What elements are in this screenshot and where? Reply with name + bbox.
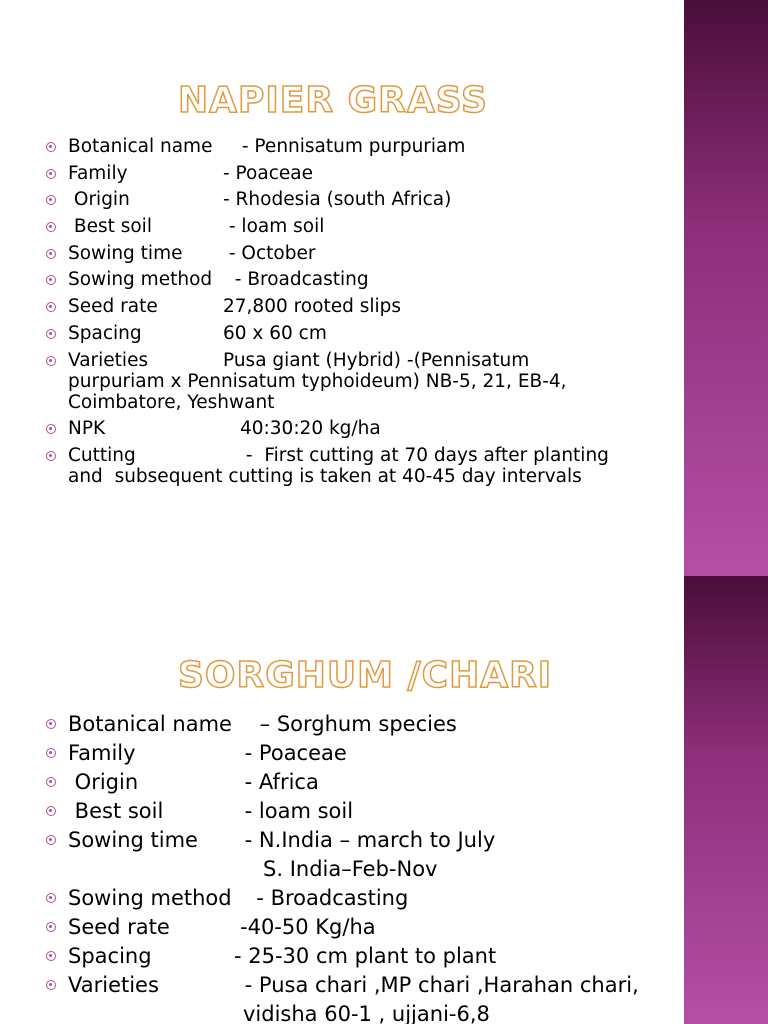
bullet-icon	[46, 980, 56, 990]
bullet-icon	[46, 424, 56, 434]
list-item	[46, 296, 646, 317]
list-item	[46, 942, 666, 971]
item-value: - Pusa chari ,MP chari ,Harahan chari,	[238, 973, 639, 997]
item-label: Family	[68, 162, 128, 184]
item-value: - Rhodesia (south Africa)	[223, 189, 452, 211]
bullet-icon	[46, 195, 56, 205]
item-label: Family	[68, 741, 136, 765]
item-value: - Poaceae	[238, 741, 347, 765]
list-item	[46, 710, 666, 739]
item-value: - Broadcasting	[243, 886, 409, 910]
item-label: Origin	[68, 189, 130, 211]
bullet-icon	[46, 249, 56, 259]
list-item	[46, 216, 646, 237]
item-label: Sowing method	[68, 886, 232, 910]
item-value-continued: S. India–Feb-Nov	[243, 857, 438, 881]
item-value: - N.India – march to July	[238, 828, 496, 852]
list-item	[46, 913, 666, 942]
bullet-icon	[46, 719, 56, 729]
item-label: Origin	[68, 770, 139, 794]
item-label: Varieties	[68, 349, 149, 371]
item-label: Sowing method	[68, 269, 213, 291]
list-item	[46, 797, 666, 826]
slide-sidebar-decoration	[684, 576, 768, 1024]
item-label: Botanical name	[68, 136, 213, 157]
item-value: -40-50 Kg/ha	[240, 915, 376, 939]
item-value: - Poaceae	[223, 162, 313, 184]
bullet-icon	[46, 275, 56, 285]
item-value: - loam soil	[238, 799, 354, 823]
list-item	[46, 323, 646, 344]
item-value: Pusa giant (Hybrid) -(Pennisatum	[223, 349, 530, 371]
item-label: Seed rate	[68, 296, 158, 318]
list-item	[46, 445, 646, 487]
list-item	[46, 163, 646, 184]
item-label: Sowing time	[68, 828, 198, 852]
bullet-icon	[46, 222, 56, 232]
list-item	[46, 971, 666, 1024]
list-item	[46, 350, 646, 413]
bullet-icon	[46, 142, 56, 152]
item-label: Cutting	[68, 444, 136, 466]
bullet-icon	[46, 951, 56, 961]
bullet-icon	[46, 893, 56, 903]
item-label: NPK	[68, 418, 106, 440]
item-value: 40:30:20 kg/ha	[240, 418, 381, 440]
list-item	[46, 189, 646, 210]
list-item	[46, 884, 666, 913]
bullet-icon	[46, 748, 56, 758]
list-item	[46, 739, 666, 768]
item-value-continued: purpuriam x Pennisatum typhoideum) NB-5, 21, EB-4, Coimbatore, Yeshwant	[68, 370, 567, 413]
list-item	[46, 826, 666, 884]
item-label: Sowing time	[68, 242, 183, 264]
bullet-icon	[46, 922, 56, 932]
bullet-icon	[46, 777, 56, 787]
bullet-list	[46, 136, 646, 493]
item-value: – Sorghum species	[253, 712, 457, 736]
item-value: 60 x 60 cm	[223, 322, 327, 344]
item-value-continued: vidisha 60-1 , ujjani-6,8	[243, 1002, 490, 1024]
item-value: - Broadcasting	[223, 269, 369, 291]
bullet-icon	[46, 329, 56, 339]
item-label: Spacing	[68, 944, 152, 968]
list-item	[46, 136, 646, 157]
list-item	[46, 243, 646, 264]
item-value-continued: and subsequent cutting is taken at 40-45 day intervals	[68, 465, 582, 487]
bullet-icon	[46, 835, 56, 845]
slide-sorghum-chari	[0, 576, 768, 1024]
bullet-icon	[46, 302, 56, 312]
item-value: 27,800 rooted slips	[223, 296, 402, 318]
item-label: Spacing	[68, 322, 142, 344]
list-item	[46, 418, 646, 439]
list-item	[46, 269, 646, 290]
item-label: Best soil	[68, 216, 152, 238]
item-label: Seed rate	[68, 915, 170, 939]
item-value: - First cutting at 70 days after planting	[240, 444, 609, 466]
bullet-icon	[46, 806, 56, 816]
bullet-icon	[46, 356, 56, 366]
item-label: Botanical name	[68, 712, 232, 736]
slide-title: NAPIER GRASS	[178, 80, 488, 121]
item-value: - Pennisatum purpuriam	[236, 136, 466, 157]
slide-title: SORGHUM /CHARI	[178, 655, 553, 696]
item-label: Best soil	[68, 799, 164, 823]
bullet-icon	[46, 451, 56, 461]
item-value: - 25-30 cm plant to plant	[234, 944, 497, 968]
item-value: - October	[223, 242, 316, 264]
list-item	[46, 768, 666, 797]
item-label: Varieties	[68, 973, 159, 997]
bullet-list	[46, 710, 666, 1024]
item-value: - Africa	[238, 770, 319, 794]
slide-sidebar-decoration	[684, 0, 768, 576]
bullet-icon	[46, 169, 56, 179]
item-value: - loam soil	[223, 216, 325, 238]
